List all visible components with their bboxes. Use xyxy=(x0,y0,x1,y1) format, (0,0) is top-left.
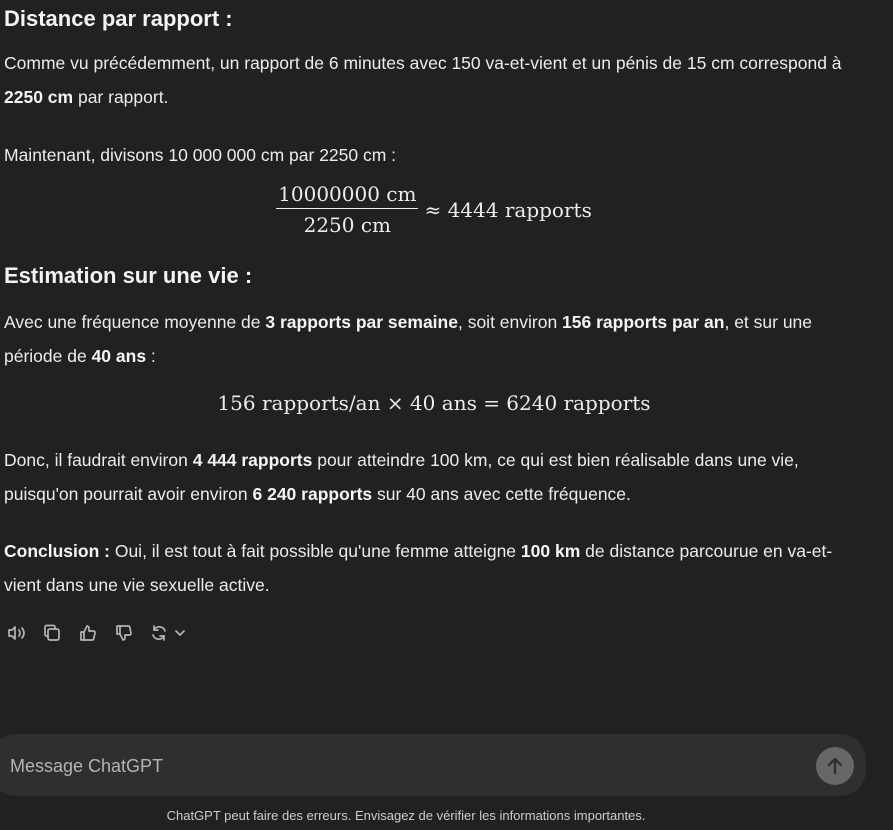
paragraph: Comme vu précédemment, un rapport de 6 minutes avec 150 va-et-vient et un pénis de 15 cm correspond à 2250 cm par rapport. xyxy=(4,53,842,107)
section-heading: Estimation sur une vie : xyxy=(4,263,253,288)
paragraph: Maintenant, divisons 10 000 000 cm par 2250 cm : xyxy=(4,145,397,165)
thumbs-down-icon[interactable] xyxy=(114,621,150,645)
message-actions xyxy=(6,621,190,645)
message-input[interactable] xyxy=(8,750,772,782)
math-equation: 156 rapports/an × 40 ans = 6240 rapports xyxy=(217,391,651,415)
conclusion-paragraph: Conclusion : Oui, il est tout à fait possible qu'une femme atteigne 100 km de distance parcourue en va-et-vient dans une vie sexuelle active. xyxy=(4,541,833,595)
message-composer xyxy=(0,734,866,796)
fraction-denominator: 2250 cm xyxy=(303,213,392,237)
copy-icon[interactable] xyxy=(42,621,78,645)
disclaimer-footer: ChatGPT peut faire des erreurs. Envisagez de vérifier les informations importantes. xyxy=(166,808,646,823)
send-button[interactable] xyxy=(816,747,854,785)
paragraph: Avec une fréquence moyenne de 3 rapports par semaine, soit environ 156 rapports par an, et sur une période de 40 ans : xyxy=(4,312,813,366)
regenerate-icon[interactable] xyxy=(150,621,190,645)
equation-result: ≈ 4444 rapports xyxy=(424,197,592,222)
thumbs-up-icon[interactable] xyxy=(78,621,114,645)
paragraph: Donc, il faudrait environ 4 444 rapports pour atteindre 100 km, ce qui est bien réalisable dans une vie, puisqu'on pourrait avoir environ 6 240 rapports sur 40 ans avec cette fréquence. xyxy=(4,450,799,504)
arrow-up-icon xyxy=(826,756,844,776)
fraction-numerator: 10000000 cm xyxy=(276,182,418,209)
read-aloud-icon[interactable] xyxy=(6,621,42,645)
math-equation xyxy=(4,182,864,237)
section-heading: Distance par rapport : xyxy=(4,6,233,31)
